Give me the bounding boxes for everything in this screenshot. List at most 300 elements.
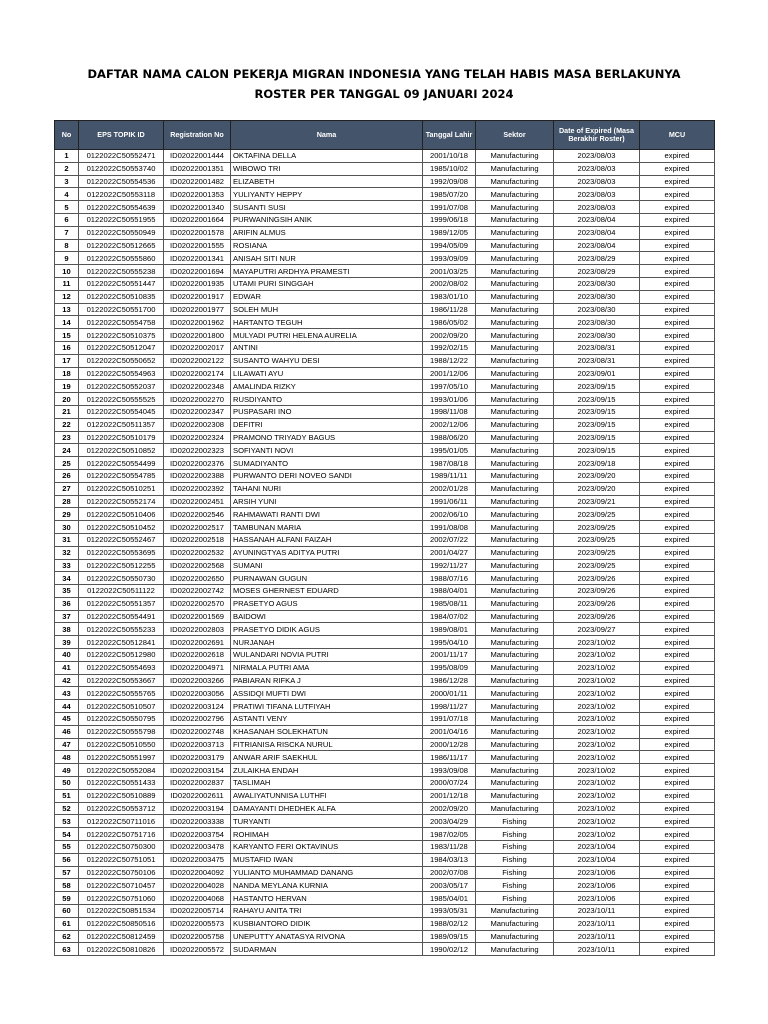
nama: MUSTAFID IWAN	[231, 853, 423, 866]
sektor: Manufacturing	[476, 533, 554, 546]
date-of-expired: 2023/10/11	[554, 917, 640, 930]
eps-topik-id: 0122022C50510550	[79, 738, 164, 751]
row-number: 4	[55, 188, 79, 201]
table-row	[55, 469, 715, 482]
nama: UTAMI PURI SINGGAH	[231, 277, 423, 290]
date-of-expired: 2023/09/20	[554, 469, 640, 482]
sektor: Manufacturing	[476, 764, 554, 777]
tanggal-lahir: 1994/05/09	[423, 239, 476, 252]
nama: KUSBIANTORO DIDIK	[231, 917, 423, 930]
table-row	[55, 866, 715, 879]
row-number: 62	[55, 930, 79, 943]
registration-no: ID02022001351	[164, 162, 231, 175]
mcu-status: expired	[640, 828, 715, 841]
registration-no: ID02022002388	[164, 469, 231, 482]
nama: SUSANTO WAHYU DESI	[231, 354, 423, 367]
registration-no: ID02022002451	[164, 495, 231, 508]
nama: EDWAR	[231, 290, 423, 303]
tanggal-lahir: 1991/06/11	[423, 495, 476, 508]
nama: SUDARMAN	[231, 943, 423, 956]
mcu-status: expired	[640, 482, 715, 495]
tanggal-lahir: 2002/09/20	[423, 802, 476, 815]
sektor: Manufacturing	[476, 405, 554, 418]
date-of-expired: 2023/08/03	[554, 201, 640, 214]
date-of-expired: 2023/09/20	[554, 482, 640, 495]
nama: WIBOWO TRI	[231, 162, 423, 175]
tanggal-lahir: 2002/08/02	[423, 277, 476, 290]
table-row	[55, 482, 715, 495]
sektor: Manufacturing	[476, 290, 554, 303]
nama: HASTANTO HERVAN	[231, 892, 423, 905]
row-number: 51	[55, 789, 79, 802]
table-row	[55, 521, 715, 534]
table-row	[55, 700, 715, 713]
table-row	[55, 661, 715, 674]
tanggal-lahir: 1989/09/15	[423, 930, 476, 943]
row-number: 57	[55, 866, 79, 879]
registration-no: ID02022002347	[164, 405, 231, 418]
mcu-status: expired	[640, 277, 715, 290]
table-row	[55, 252, 715, 265]
mcu-status: expired	[640, 405, 715, 418]
nama: FITRIANISA RISCKA NURUL	[231, 738, 423, 751]
sektor: Manufacturing	[476, 393, 554, 406]
nama: PRASETYO DIDIK AGUS	[231, 623, 423, 636]
date-of-expired: 2023/09/15	[554, 431, 640, 444]
header-sektor: Sektor	[476, 121, 554, 150]
sektor: Manufacturing	[476, 738, 554, 751]
date-of-expired: 2023/10/02	[554, 687, 640, 700]
nama: SUSANTI SUSI	[231, 201, 423, 214]
date-of-expired: 2023/09/21	[554, 495, 640, 508]
eps-topik-id: 0122022C50512665	[79, 239, 164, 252]
mcu-status: expired	[640, 866, 715, 879]
mcu-status: expired	[640, 610, 715, 623]
eps-topik-id: 0122022C50550795	[79, 713, 164, 726]
date-of-expired: 2023/09/27	[554, 623, 640, 636]
nama: TAHANI NURI	[231, 482, 423, 495]
nama: SUMADIYANTO	[231, 457, 423, 470]
sektor: Fishing	[476, 815, 554, 828]
registration-no: ID02022002270	[164, 393, 231, 406]
nama: AMALINDA RIZKY	[231, 380, 423, 393]
date-of-expired: 2023/09/18	[554, 457, 640, 470]
row-number: 44	[55, 700, 79, 713]
tanggal-lahir: 1983/11/28	[423, 841, 476, 854]
registration-no: ID02022002618	[164, 649, 231, 662]
registration-no: ID02022001962	[164, 316, 231, 329]
row-number: 38	[55, 623, 79, 636]
tanggal-lahir: 2002/09/20	[423, 329, 476, 342]
nama: SUMANI	[231, 559, 423, 572]
header-nama: Nama	[231, 121, 423, 150]
nama: KHASANAH SOLEKHATUN	[231, 725, 423, 738]
registration-no: ID02022005572	[164, 943, 231, 956]
table-row	[55, 457, 715, 470]
date-of-expired: 2023/10/02	[554, 828, 640, 841]
eps-topik-id: 0122022C50554693	[79, 661, 164, 674]
sektor: Manufacturing	[476, 636, 554, 649]
registration-no: ID02022002691	[164, 636, 231, 649]
row-number: 56	[55, 853, 79, 866]
date-of-expired: 2023/09/26	[554, 597, 640, 610]
nama: RAHMAWATI RANTI DWI	[231, 508, 423, 521]
tanggal-lahir: 1990/02/12	[423, 943, 476, 956]
sektor: Manufacturing	[476, 661, 554, 674]
tanggal-lahir: 1992/11/27	[423, 559, 476, 572]
tanggal-lahir: 1991/07/18	[423, 713, 476, 726]
row-number: 24	[55, 444, 79, 457]
sektor: Manufacturing	[476, 329, 554, 342]
date-of-expired: 2023/10/02	[554, 789, 640, 802]
sektor: Manufacturing	[476, 687, 554, 700]
sektor: Manufacturing	[476, 597, 554, 610]
row-number: 30	[55, 521, 79, 534]
nama: DAMAYANTI DHEDHEK ALFA	[231, 802, 423, 815]
registration-no: ID02022003338	[164, 815, 231, 828]
table-row	[55, 367, 715, 380]
mcu-status: expired	[640, 777, 715, 790]
mcu-status: expired	[640, 853, 715, 866]
table-row	[55, 277, 715, 290]
registration-no: ID02022002392	[164, 482, 231, 495]
table-row	[55, 354, 715, 367]
row-number: 12	[55, 290, 79, 303]
date-of-expired: 2023/10/02	[554, 738, 640, 751]
date-of-expired: 2023/10/02	[554, 764, 640, 777]
table-row	[55, 751, 715, 764]
date-of-expired: 2023/10/04	[554, 853, 640, 866]
mcu-status: expired	[640, 175, 715, 188]
tanggal-lahir: 1985/07/20	[423, 188, 476, 201]
row-number: 34	[55, 572, 79, 585]
sektor: Manufacturing	[476, 213, 554, 226]
tanggal-lahir: 1993/05/31	[423, 905, 476, 918]
nama: SOFIYANTI NOVI	[231, 444, 423, 457]
sektor: Manufacturing	[476, 649, 554, 662]
nama: HARTANTO TEGUH	[231, 316, 423, 329]
table-row	[55, 777, 715, 790]
registration-no: ID02022002837	[164, 777, 231, 790]
mcu-status: expired	[640, 917, 715, 930]
sektor: Manufacturing	[476, 431, 554, 444]
eps-topik-id: 0122022C50510452	[79, 521, 164, 534]
mcu-status: expired	[640, 597, 715, 610]
mcu-status: expired	[640, 892, 715, 905]
registration-no: ID02022005714	[164, 905, 231, 918]
eps-topik-id: 0122022C50551447	[79, 277, 164, 290]
sektor: Manufacturing	[476, 457, 554, 470]
row-number: 37	[55, 610, 79, 623]
registration-no: ID02022003194	[164, 802, 231, 815]
eps-topik-id: 0122022C50554758	[79, 316, 164, 329]
eps-topik-id: 0122022C50551955	[79, 213, 164, 226]
tanggal-lahir: 2002/01/28	[423, 482, 476, 495]
sektor: Manufacturing	[476, 201, 554, 214]
date-of-expired: 2023/10/04	[554, 841, 640, 854]
tanggal-lahir: 2002/12/06	[423, 418, 476, 431]
nama: MOSES GHERNEST EDUARD	[231, 585, 423, 598]
date-of-expired: 2023/09/26	[554, 585, 640, 598]
nama: PABIARAN RIFKA J	[231, 674, 423, 687]
table-row	[55, 380, 715, 393]
date-of-expired: 2023/08/31	[554, 354, 640, 367]
eps-topik-id: 0122022C50750300	[79, 841, 164, 854]
sektor: Fishing	[476, 892, 554, 905]
registration-no: ID02022001482	[164, 175, 231, 188]
eps-topik-id: 0122022C50551357	[79, 597, 164, 610]
registration-no: ID02022004971	[164, 661, 231, 674]
sektor: Manufacturing	[476, 380, 554, 393]
mcu-status: expired	[640, 738, 715, 751]
nama: ANTINI	[231, 341, 423, 354]
registration-no: ID02022001917	[164, 290, 231, 303]
table-row	[55, 879, 715, 892]
registration-no: ID02022002518	[164, 533, 231, 546]
registration-no: ID02022002570	[164, 597, 231, 610]
eps-topik-id: 0122022C50851534	[79, 905, 164, 918]
tanggal-lahir: 1993/09/08	[423, 764, 476, 777]
eps-topik-id: 0122022C50512841	[79, 636, 164, 649]
table-row	[55, 495, 715, 508]
row-number: 11	[55, 277, 79, 290]
date-of-expired: 2023/08/04	[554, 213, 640, 226]
eps-topik-id: 0122022C50511122	[79, 585, 164, 598]
table-row	[55, 329, 715, 342]
nama: RUSDIYANTO	[231, 393, 423, 406]
sektor: Manufacturing	[476, 444, 554, 457]
date-of-expired: 2023/09/26	[554, 610, 640, 623]
eps-topik-id: 0122022C50510179	[79, 431, 164, 444]
date-of-expired: 2023/10/02	[554, 674, 640, 687]
date-of-expired: 2023/10/06	[554, 866, 640, 879]
table-row	[55, 418, 715, 431]
tanggal-lahir: 1987/02/05	[423, 828, 476, 841]
date-of-expired: 2023/08/30	[554, 303, 640, 316]
date-of-expired: 2023/10/02	[554, 700, 640, 713]
table-row	[55, 764, 715, 777]
eps-topik-id: 0122022C50510507	[79, 700, 164, 713]
date-of-expired: 2023/08/03	[554, 175, 640, 188]
registration-no: ID02022001664	[164, 213, 231, 226]
date-of-expired: 2023/10/02	[554, 661, 640, 674]
tanggal-lahir: 1985/08/11	[423, 597, 476, 610]
eps-topik-id: 0122022C50552471	[79, 150, 164, 163]
date-of-expired: 2023/10/02	[554, 713, 640, 726]
eps-topik-id: 0122022C50510852	[79, 444, 164, 457]
eps-topik-id: 0122022C50553695	[79, 546, 164, 559]
sektor: Manufacturing	[476, 162, 554, 175]
table-row	[55, 789, 715, 802]
mcu-status: expired	[640, 713, 715, 726]
eps-topik-id: 0122022C50553667	[79, 674, 164, 687]
sektor: Fishing	[476, 879, 554, 892]
row-number: 42	[55, 674, 79, 687]
table-row	[55, 533, 715, 546]
eps-topik-id: 0122022C50554785	[79, 469, 164, 482]
registration-no: ID02022001340	[164, 201, 231, 214]
nama: AYUNINGTYAS ADITYA PUTRI	[231, 546, 423, 559]
registration-no: ID02022004028	[164, 879, 231, 892]
row-number: 63	[55, 943, 79, 956]
eps-topik-id: 0122022C50550730	[79, 572, 164, 585]
table-row	[55, 802, 715, 815]
mcu-status: expired	[640, 329, 715, 342]
date-of-expired: 2023/09/15	[554, 405, 640, 418]
date-of-expired: 2023/10/02	[554, 802, 640, 815]
eps-topik-id: 0122022C50552084	[79, 764, 164, 777]
table-row	[55, 917, 715, 930]
mcu-status: expired	[640, 700, 715, 713]
mcu-status: expired	[640, 521, 715, 534]
mcu-status: expired	[640, 431, 715, 444]
eps-topik-id: 0122022C50554963	[79, 367, 164, 380]
mcu-status: expired	[640, 764, 715, 777]
header-registration-no: Registration No	[164, 121, 231, 150]
eps-topik-id: 0122022C50510251	[79, 482, 164, 495]
mcu-status: expired	[640, 316, 715, 329]
row-number: 8	[55, 239, 79, 252]
eps-topik-id: 0122022C50510889	[79, 789, 164, 802]
registration-no: ID02022003478	[164, 841, 231, 854]
eps-topik-id: 0122022C50512255	[79, 559, 164, 572]
tanggal-lahir: 1989/12/05	[423, 226, 476, 239]
sektor: Manufacturing	[476, 725, 554, 738]
sektor: Manufacturing	[476, 572, 554, 585]
row-number: 3	[55, 175, 79, 188]
eps-topik-id: 0122022C50552467	[79, 533, 164, 546]
mcu-status: expired	[640, 201, 715, 214]
date-of-expired: 2023/10/06	[554, 879, 640, 892]
eps-topik-id: 0122022C50551700	[79, 303, 164, 316]
table-row	[55, 188, 715, 201]
sektor: Manufacturing	[476, 367, 554, 380]
registration-no: ID02022002568	[164, 559, 231, 572]
mcu-status: expired	[640, 636, 715, 649]
registration-no: ID02022001341	[164, 252, 231, 265]
mcu-status: expired	[640, 457, 715, 470]
row-number: 19	[55, 380, 79, 393]
eps-topik-id: 0122022C50751716	[79, 828, 164, 841]
tanggal-lahir: 2001/03/25	[423, 265, 476, 278]
eps-topik-id: 0122022C50510375	[79, 329, 164, 342]
registration-no: ID02022001353	[164, 188, 231, 201]
registration-no: ID02022003179	[164, 751, 231, 764]
eps-topik-id: 0122022C50554491	[79, 610, 164, 623]
row-number: 13	[55, 303, 79, 316]
row-number: 58	[55, 879, 79, 892]
nama: BAIDOWI	[231, 610, 423, 623]
date-of-expired: 2023/08/29	[554, 252, 640, 265]
nama: MULYADI PUTRI HELENA AURELIA	[231, 329, 423, 342]
table-row	[55, 150, 715, 163]
row-number: 61	[55, 917, 79, 930]
tanggal-lahir: 1987/08/18	[423, 457, 476, 470]
table-row	[55, 290, 715, 303]
eps-topik-id: 0122022C50751051	[79, 853, 164, 866]
mcu-status: expired	[640, 930, 715, 943]
nama: RAHAYU ANITA TRI	[231, 905, 423, 918]
row-number: 35	[55, 585, 79, 598]
row-number: 50	[55, 777, 79, 790]
date-of-expired: 2023/10/02	[554, 649, 640, 662]
row-number: 7	[55, 226, 79, 239]
row-number: 39	[55, 636, 79, 649]
table-row	[55, 585, 715, 598]
eps-topik-id: 0122022C50554639	[79, 201, 164, 214]
eps-topik-id: 0122022C50710457	[79, 879, 164, 892]
tanggal-lahir: 2001/04/27	[423, 546, 476, 559]
row-number: 31	[55, 533, 79, 546]
sektor: Manufacturing	[476, 559, 554, 572]
date-of-expired: 2023/10/06	[554, 892, 640, 905]
sektor: Manufacturing	[476, 252, 554, 265]
tanggal-lahir: 2001/10/18	[423, 150, 476, 163]
table-row	[55, 546, 715, 559]
sektor: Manufacturing	[476, 905, 554, 918]
date-of-expired: 2023/09/15	[554, 393, 640, 406]
registration-no: ID02022002532	[164, 546, 231, 559]
mcu-status: expired	[640, 559, 715, 572]
date-of-expired: 2023/08/03	[554, 188, 640, 201]
registration-no: ID02022002017	[164, 341, 231, 354]
row-number: 23	[55, 431, 79, 444]
mcu-status: expired	[640, 533, 715, 546]
registration-no: ID02022004092	[164, 866, 231, 879]
mcu-status: expired	[640, 162, 715, 175]
mcu-status: expired	[640, 418, 715, 431]
nama: ASSIDQI MUFTI DWI	[231, 687, 423, 700]
table-row	[55, 226, 715, 239]
date-of-expired: 2023/08/31	[554, 341, 640, 354]
nama: TURYANTI	[231, 815, 423, 828]
table-row	[55, 674, 715, 687]
registration-no: ID02022001578	[164, 226, 231, 239]
table-row	[55, 636, 715, 649]
mcu-status: expired	[640, 393, 715, 406]
eps-topik-id: 0122022C50510835	[79, 290, 164, 303]
sektor: Manufacturing	[476, 188, 554, 201]
tanggal-lahir: 1986/12/28	[423, 674, 476, 687]
tanggal-lahir: 1998/11/08	[423, 405, 476, 418]
row-number: 9	[55, 252, 79, 265]
row-number: 25	[55, 457, 79, 470]
table-row	[55, 213, 715, 226]
eps-topik-id: 0122022C50512047	[79, 341, 164, 354]
nama: NIRMALA PUTRI AMA	[231, 661, 423, 674]
tanggal-lahir: 2001/11/17	[423, 649, 476, 662]
table-row	[55, 201, 715, 214]
nama: ARSIH YUNI	[231, 495, 423, 508]
sektor: Manufacturing	[476, 674, 554, 687]
date-of-expired: 2023/10/02	[554, 815, 640, 828]
registration-no: ID02022002517	[164, 521, 231, 534]
mcu-status: expired	[640, 623, 715, 636]
nama: WULANDARI NOVIA PUTRI	[231, 649, 423, 662]
nama: ZULAIKHA ENDAH	[231, 764, 423, 777]
eps-topik-id: 0122022C50750106	[79, 866, 164, 879]
row-number: 1	[55, 150, 79, 163]
mcu-status: expired	[640, 649, 715, 662]
header-tanggal-lahir: Tanggal Lahir	[423, 121, 476, 150]
tanggal-lahir: 1988/12/22	[423, 354, 476, 367]
row-number: 60	[55, 905, 79, 918]
date-of-expired: 2023/09/25	[554, 533, 640, 546]
registration-no: ID02022002122	[164, 354, 231, 367]
mcu-status: expired	[640, 367, 715, 380]
date-of-expired: 2023/09/15	[554, 380, 640, 393]
table-row	[55, 738, 715, 751]
